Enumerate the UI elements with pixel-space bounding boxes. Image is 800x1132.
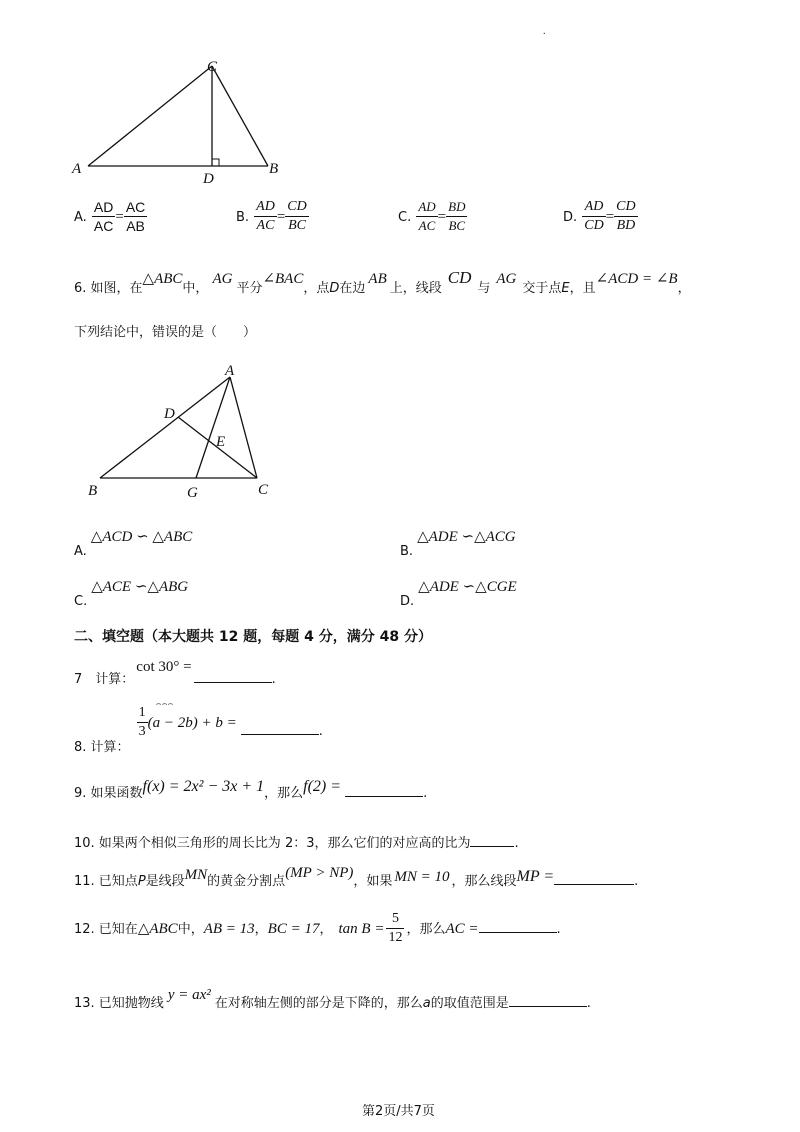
q5-triangle-figure xyxy=(60,55,300,190)
q12-answer-blank[interactable] xyxy=(479,918,557,933)
q6-option-d[interactable]: $_{D.}$△ADE ∽△CGE xyxy=(400,579,517,609)
q6-triangle-figure xyxy=(80,360,280,505)
page-footer: 第2页/共7页 xyxy=(362,1104,435,1119)
question-7: 7 计算：cot 30° =. xyxy=(74,659,276,687)
q6-stem-line2: 下列结论中，错误的是（ ） xyxy=(74,325,257,340)
q6-option-c[interactable]: $_{C.}$△ACE ∽△ABG xyxy=(74,579,189,609)
fig5-label-d: D xyxy=(203,171,214,187)
question-10: 10. 如果两个相似三角形的周长比为 2：3，那么它们的对应高的比为 . xyxy=(74,832,519,851)
question-13: 13. 已知抛物线y = ax²在对称轴左侧的部分是下降的，那么a的取值范围是 . xyxy=(74,987,591,1011)
q6-option-a[interactable]: $_{A.}$△ACD ∽ △ABC xyxy=(74,529,193,559)
question-11: 11. 已知点P是线段MN的黄金分割点(MP > NP)，如果 MN = 10 ，那么线段MP = . xyxy=(74,865,639,889)
q5-option-a[interactable]: A. $\frac{AD}{AC}$ = $\frac{AC}{AB}$ xyxy=(74,199,146,234)
q5-option-c[interactable]: C. $\frac{AD}{AC}$ = $\frac{BD}{BC}$ xyxy=(398,199,466,233)
question-12: 12. 已知在△ABC中，AB = 13，BC = 17， tan B = $\frac{5}{12}$ ，那么AC = . xyxy=(74,911,561,945)
section-title: 二、填空题（本大题共 12 题，每题 4 分，满分 48 分） xyxy=(74,629,432,645)
q11-answer-blank[interactable] xyxy=(554,870,634,885)
top-dot: . xyxy=(543,26,546,37)
question-8: $_{8. 计算:}$ $\frac{1}{3}$ ⌢⌢⌢ $(a - 2b) + b =_.$ xyxy=(74,698,323,755)
fig6-label-c: C xyxy=(258,482,269,498)
q5-option-b[interactable]: B. $\frac{AD}{AC}$ = $\frac{CD}{BC}$ xyxy=(236,199,307,233)
q5-option-d[interactable]: D. $\frac{AD}{CD}$ = $\frac{CD}{BD}$ xyxy=(563,199,636,233)
q10-answer-blank[interactable] xyxy=(470,832,514,847)
fig6-label-g: G xyxy=(187,485,198,501)
fig5-label-a: A xyxy=(72,161,82,177)
q13-answer-blank[interactable] xyxy=(509,992,587,1007)
q9-answer-blank[interactable] xyxy=(345,782,423,797)
question-9: 9. 如果函数f(x) = 2x² − 3x + 1，那么f(2) = . xyxy=(74,778,428,801)
q8-answer-blank[interactable] xyxy=(241,720,319,735)
fig5-label-b: B xyxy=(269,161,279,177)
fig6-label-d: D xyxy=(164,406,175,422)
q7-answer-blank[interactable] xyxy=(194,668,272,683)
q6-option-b[interactable]: $_{B.}$△ADE ∽△ACG xyxy=(400,529,516,559)
fig6-label-b: B xyxy=(88,483,98,499)
fig6-label-e: E xyxy=(216,434,226,450)
fig5-label-c: C xyxy=(207,59,218,75)
fig6-label-a: A xyxy=(225,363,235,379)
q6-stem: 6. 如图，在△ABC中，AG平分∠BAC，点D在边AB上，线段CD与AG交于点E，且∠ACD = ∠B， xyxy=(74,268,691,296)
